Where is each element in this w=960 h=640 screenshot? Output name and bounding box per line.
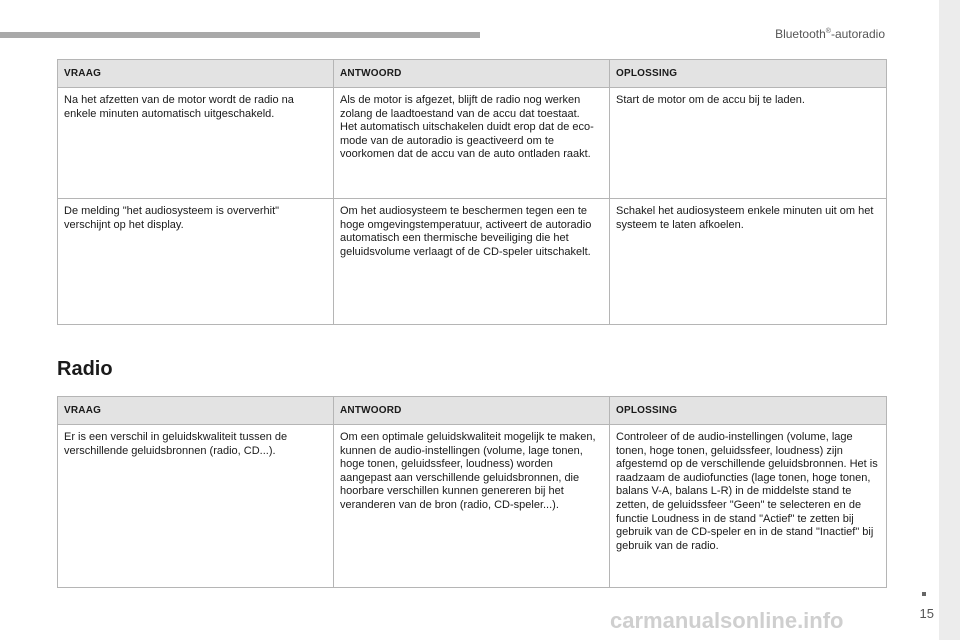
watermark: carmanualsonline.info: [610, 608, 844, 633]
answer-cell: Om het audiosysteem te beschermen tegen een te hoge omgevingstemperatuur, activeert de autoradio automatisch een thermische beveiliging die het geluidsvolume verlaagt of de CD-speler uitschakelt.: [334, 199, 610, 325]
running-head-suffix: -autoradio: [830, 27, 885, 41]
answer-cell: Als de motor is afgezet, blijft de radio nog werken zolang de laadtoestand van de accu dat toestaat. Het automatisch uitschakelen duidt erop dat de eco-mode van de autoradio is geactiveerd om te voorkomen dat de accu van de auto ontladen raakt.: [334, 88, 610, 199]
faq-table-general: [57, 59, 887, 325]
column-header-antwoord: ANTWOORD: [334, 60, 610, 88]
solution-cell: Schakel het audiosysteem enkele minuten uit om het systeem te laten afkoelen.: [610, 199, 887, 325]
solution-cell: Controleer of de audio-instellingen (volume, lage tonen, hoge tonen, geluidssfeer, loudness) zijn afgestemd op de verschillende geluidsbronnen. Het is raadzaam de audiofuncties (lage tonen, hoge tonen, balans V-A, balans L-R) in de middelste stand te zetten, de geluidssfeer "Geen" te selecteren en de functie Loudness in de stand "Actief" te zetten bij gebruik van de CD-speler en in de stand "Inactief" bij gebruik van de radio.: [610, 425, 887, 588]
page-number: 15: [919, 606, 934, 621]
page-marker: [922, 592, 926, 596]
column-header-oplossing: OPLOSSING: [610, 397, 887, 425]
solution-cell: Start de motor om de accu bij te laden.: [610, 88, 887, 199]
question-cell: Er is een verschil in geluidskwaliteit tussen de verschillende geluidsbronnen (radio, CD...).: [58, 425, 334, 588]
column-header-antwoord: ANTWOORD: [334, 397, 610, 425]
table-row: [58, 425, 887, 588]
header-rule: [0, 32, 480, 38]
faq-table-radio: [57, 396, 887, 588]
section-title-radio: Radio: [57, 358, 113, 380]
running-head-title: Bluetooth: [775, 27, 826, 41]
running-head: [775, 27, 885, 41]
question-cell: De melding "het audiosysteem is oververhit" verschijnt op het display.: [58, 199, 334, 325]
page-edge-strip: [939, 0, 960, 640]
column-header-vraag: VRAAG: [58, 397, 334, 425]
answer-cell: Om een optimale geluidskwaliteit mogelijk te maken, kunnen de audio-instellingen (volume, lage tonen, hoge tonen, geluidssfeer, loudness) worden aangepast aan verschillende geluidsbronnen, die hoorbare verschillen kunnen genereren bij het veranderen van de bron (radio, CD-speler...).: [334, 425, 610, 588]
table-header-row: [58, 60, 887, 88]
registered-mark: ®: [825, 28, 831, 35]
question-cell: Na het afzetten van de motor wordt de radio na enkele minuten automatisch uitgeschakeld.: [58, 88, 334, 199]
column-header-vraag: VRAAG: [58, 60, 334, 88]
column-header-oplossing: OPLOSSING: [610, 60, 887, 88]
table-row: [58, 199, 887, 325]
table-header-row: [58, 397, 887, 425]
table-row: [58, 88, 887, 199]
